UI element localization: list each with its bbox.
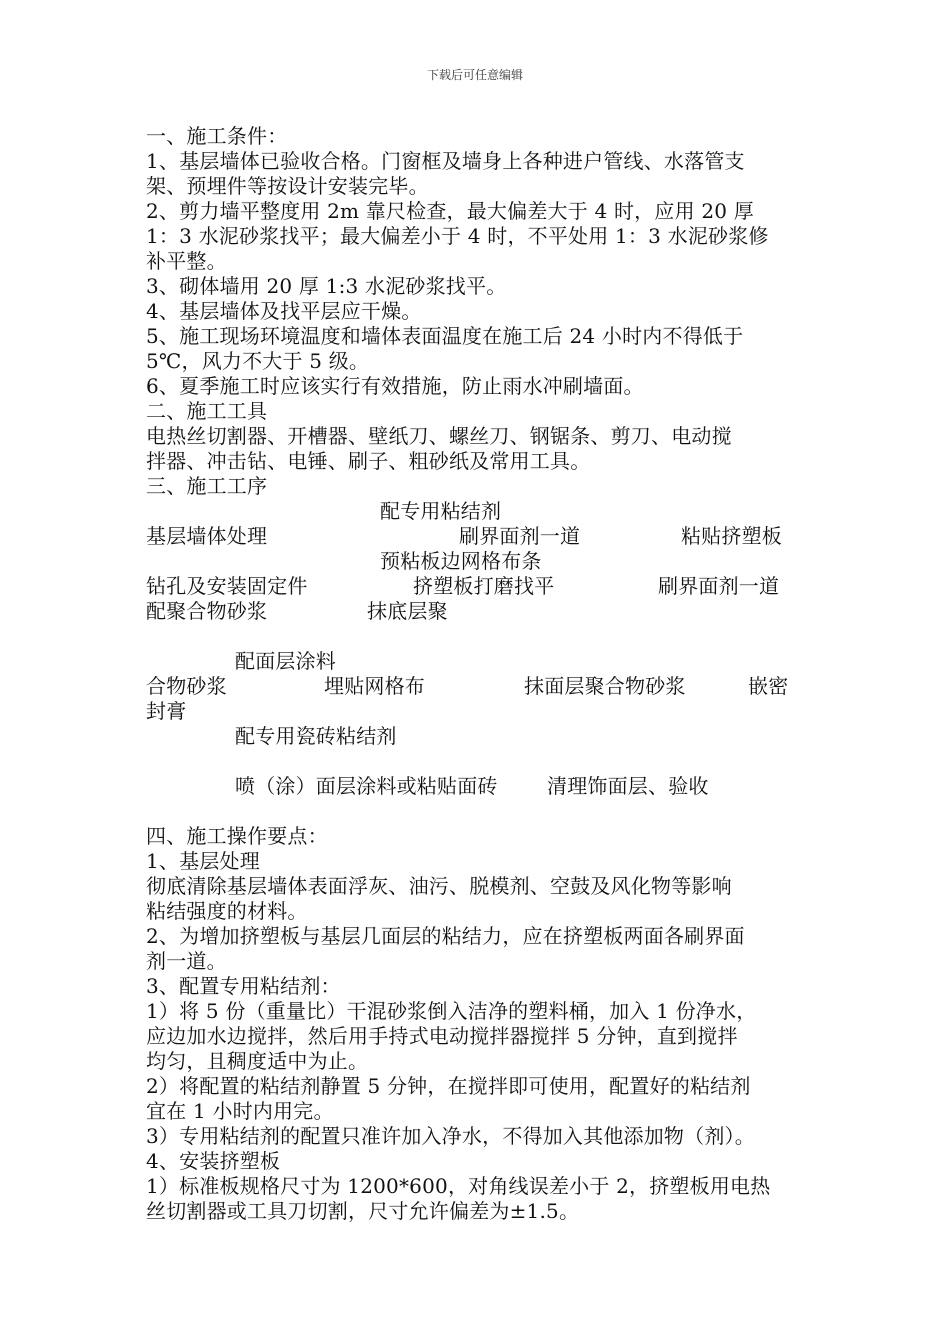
flow-step: 配面层涂料 [235, 649, 336, 673]
section-4-line: 3、配置专用粘结剂： [146, 974, 341, 998]
section-4-line: 1）标准板规格尺寸为 1200*600，对角线误差小于 2，挤塑板用电热 [146, 1174, 771, 1198]
section-3-title: 三、施工工序 [146, 474, 268, 498]
section-1-line: 5℃，风力不大于 5 级。 [146, 349, 370, 373]
section-4-line: 2、为增加挤塑板与基层几面层的粘结力，应在挤塑板两面各刷界面 [146, 924, 745, 948]
section-1-line: 补平整。 [146, 249, 227, 273]
section-4-line: 均匀，且稠度适中为止。 [146, 1049, 369, 1073]
flow-step: 配专用瓷砖粘结剂 [235, 724, 397, 748]
section-2-title: 二、施工工具 [146, 399, 268, 423]
flow-step: 刷界面剂一道 [459, 524, 581, 548]
section-1-title: 一、施工条件： [146, 124, 288, 148]
section-1-line: 6、夏季施工时应该实行有效措施，防止雨水冲刷墙面。 [146, 374, 644, 398]
flow-step: 抹底层聚 [367, 599, 448, 623]
flow-step: 钻孔及安装固定件 [146, 574, 308, 598]
section-1-line: 1、基层墙体已验收合格。门窗框及墙身上各种进户管线、水落管支 [146, 149, 745, 173]
flow-step: 埋贴网格布 [324, 674, 425, 698]
section-4-line: 1、基层处理 [146, 849, 260, 873]
section-1-line: 2、剪力墙平整度用 2m 靠尺检查，最大偏差大于 4 时，应用 20 厚 [146, 199, 754, 223]
page-header: 下载后可任意编辑 [426, 68, 523, 82]
section-4-line: 宜在 1 小时内用完。 [146, 1099, 334, 1123]
section-4-line: 1）将 5 份（重量比）干混砂浆倒入洁净的塑料桶，加入 1 份净水， [146, 999, 757, 1023]
flow-step: 封膏 [146, 699, 187, 723]
flow-step: 合物砂浆 [146, 674, 227, 698]
flow-step: 刷界面剂一道 [658, 574, 780, 598]
section-4-line: 2）将配置的粘结剂静置 5 分钟，在搅拌即可使用，配置好的粘结剂 [146, 1074, 751, 1098]
section-4-line: 剂一道。 [146, 949, 227, 973]
flow-step: 嵌密 [748, 674, 789, 698]
flow-step: 喷（涂）面层涂料或粘贴面砖 [235, 774, 498, 798]
flow-step: 基层墙体处理 [146, 524, 268, 548]
flow-step: 挤塑板打磨找平 [413, 574, 555, 598]
section-1-line: 架、预埋件等按设计安装完毕。 [146, 174, 429, 198]
section-4-line: 彻底清除基层墙体表面浮灰、油污、脱模剂、空鼓及风化物等影响 [146, 874, 732, 898]
flow-step: 抹面层聚合物砂浆 [524, 674, 686, 698]
section-4-line: 粘结强度的材料。 [146, 899, 308, 923]
section-4-title: 四、施工操作要点： [146, 824, 328, 848]
section-1-line: 3、砌体墙用 20 厚 1:3 水泥砂浆找平。 [146, 274, 507, 298]
section-1-line: 5、施工现场环境温度和墙体表面温度在施工后 24 小时内不得低于 [146, 324, 744, 348]
flow-step: 粘贴挤塑板 [681, 524, 782, 548]
flow-step: 清理饰面层、验收 [547, 774, 709, 798]
flow-step: 配专用粘结剂 [380, 499, 502, 523]
section-4-line: 应边加水边搅拌，然后用手持式电动搅拌器搅拌 5 分钟，直到搅拌 [146, 1024, 738, 1048]
section-4-line: 丝切割器或工具刀切割，尺寸允许偏差为±1.5。 [146, 1199, 580, 1223]
flow-step: 配聚合物砂浆 [146, 599, 268, 623]
section-1-line: 4、基层墙体及找平层应干燥。 [146, 299, 422, 323]
section-2-line: 拌器、冲击钻、电锤、刷子、粗砂纸及常用工具。 [146, 449, 591, 473]
section-1-line: 1：3 水泥砂浆找平；最大偏差小于 4 时，不平处用 1：3 水泥砂浆修 [146, 224, 769, 248]
section-4-line: 4、安装挤塑板 [146, 1149, 281, 1173]
flow-step: 预粘板边网格布条 [380, 549, 542, 573]
section-4-line: 3）专用粘结剂的配置只准许加入净水，不得加入其他添加物（剂）。 [146, 1124, 755, 1148]
section-2-line: 电热丝切割器、开槽器、壁纸刀、螺丝刀、钢锯条、剪刀、电动搅 [146, 424, 732, 448]
